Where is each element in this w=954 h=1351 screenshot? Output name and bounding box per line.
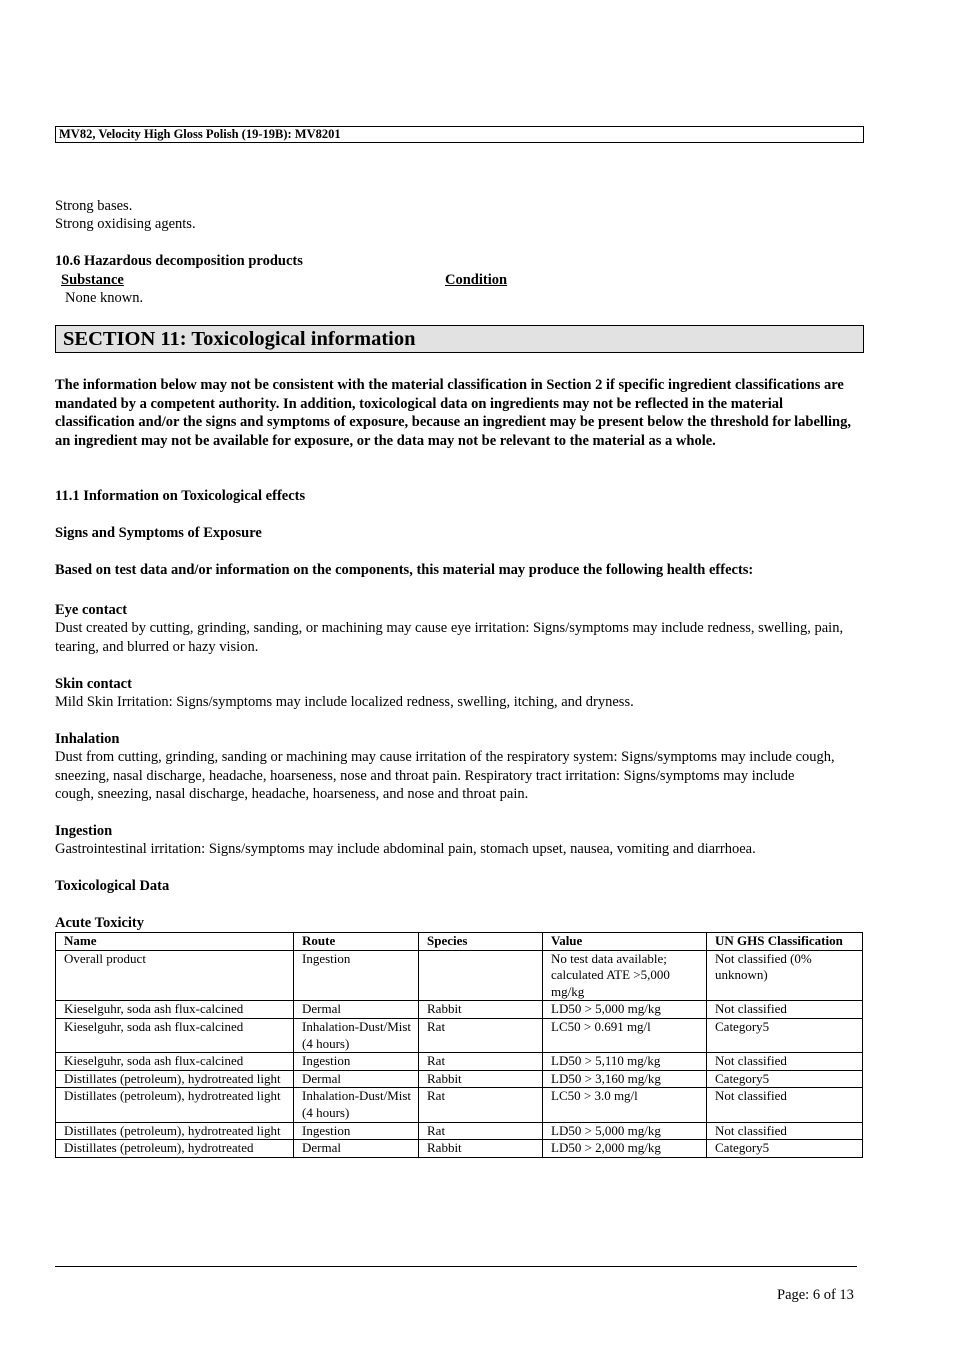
cell-name: Distillates (petroleum), hydrotreated light — [56, 1122, 294, 1140]
cell-classification: Not classified — [707, 1053, 863, 1071]
toxicology-disclaimer: The information below may not be consistent with the material classification in Section 2 if specific ingredient classifications are mandated by a competent authority. In addition, toxicological data on ingredients may not be reflected in the material classification and/or the signs and symptoms of exposure, because an ingredient may be present below the threshold for labelling, an ingredient may not be available for exposure, or the data may not be relevant to the material as a whole. — [55, 377, 851, 449]
incompatible-material-oxidisers: Strong oxidising agents. — [55, 216, 196, 232]
acute-toxicity-table — [55, 932, 863, 1158]
cell-route: Ingestion — [294, 1053, 419, 1071]
cell-name: Distillates (petroleum), hydrotreated — [56, 1140, 294, 1158]
signs-symptoms-heading: Signs and Symptoms of Exposure — [55, 525, 262, 541]
cell-species: Rat — [419, 1018, 543, 1052]
table-row — [56, 1053, 863, 1071]
cell-classification: Category5 — [707, 1070, 863, 1088]
toxicological-effects-heading: 11.1 Information on Toxicological effects — [55, 488, 306, 504]
cell-route: Inhalation-Dust/Mist (4 hours) — [294, 1018, 419, 1052]
table-row — [56, 1088, 863, 1122]
column-header-name: Name — [56, 933, 294, 951]
table-row — [56, 1018, 863, 1052]
cell-classification: Category5 — [707, 1018, 863, 1052]
skin-contact-text: Mild Skin Irritation: Signs/symptoms may include localized redness, swelling, itching, and dryness. — [55, 694, 634, 710]
table-row — [56, 1070, 863, 1088]
inhalation-heading: Inhalation — [55, 731, 120, 747]
health-effects-intro: Based on test data and/or information on the components, this material may produce the following health effects: — [55, 562, 754, 578]
cell-value: LD50 > 2,000 mg/kg — [543, 1140, 707, 1158]
cell-value: LD50 > 5,000 mg/kg — [543, 1001, 707, 1019]
decomposition-heading: 10.6 Hazardous decomposition products — [55, 253, 303, 269]
acute-toxicity-heading: Acute Toxicity — [55, 915, 145, 931]
cell-value: LD50 > 3,160 mg/kg — [543, 1070, 707, 1088]
cell-value: LD50 > 5,110 mg/kg — [543, 1053, 707, 1071]
cell-species: Rabbit — [419, 1001, 543, 1019]
cell-species: Rat — [419, 1088, 543, 1122]
cell-species: Rabbit — [419, 1070, 543, 1088]
ingestion-text: Gastrointestinal irritation: Signs/symptoms may include abdominal pain, stomach upset, nausea, vomiting and diarrhoea. — [55, 841, 756, 857]
cell-route: Ingestion — [294, 950, 419, 1001]
cell-name: Distillates (petroleum), hydrotreated light — [56, 1088, 294, 1122]
document-header: MV82, Velocity High Gloss Polish (19-19B): MV8201 — [55, 126, 864, 143]
condition-column-label: Condition — [445, 272, 508, 288]
inhalation-text: Dust from cutting, grinding, sanding or machining may cause irritation of the respiratory system: Signs/symptoms may include cough, sneezing, nasal discharge, headache, hoarseness, nose and throat pain. Respiratory tract irritation: Signs/symptoms may include cough, sneezing, nasal discharge, headache, hoarseness, and nose and throat pain. — [55, 749, 835, 802]
table-row — [56, 950, 863, 1001]
cell-classification: Not classified — [707, 1122, 863, 1140]
cell-route: Ingestion — [294, 1122, 419, 1140]
cell-route: Dermal — [294, 1140, 419, 1158]
section-11-title: SECTION 11: Toxicological information — [55, 325, 864, 353]
cell-route: Inhalation-Dust/Mist (4 hours) — [294, 1088, 419, 1122]
cell-classification: Not classified (0% unknown) — [707, 950, 863, 1001]
table-row — [56, 1001, 863, 1019]
page-number: Page: 6 of 13 — [777, 1287, 854, 1303]
cell-name: Kieselguhr, soda ash flux-calcined — [56, 1018, 294, 1052]
cell-classification: Not classified — [707, 1088, 863, 1122]
column-header-species: Species — [419, 933, 543, 951]
table-row — [56, 1122, 863, 1140]
cell-classification: Not classified — [707, 1001, 863, 1019]
skin-contact-heading: Skin contact — [55, 676, 132, 692]
cell-value: LD50 > 5,000 mg/kg — [543, 1122, 707, 1140]
cell-value: LC50 > 0.691 mg/l — [543, 1018, 707, 1052]
toxicological-data-heading: Toxicological Data — [55, 878, 170, 894]
cell-name: Overall product — [56, 950, 294, 1001]
eye-contact-text: Dust created by cutting, grinding, sanding, or machining may cause eye irritation: Signs/symptoms may include redness, swelling, pain, tearing, and blurred or hazy vision. — [55, 620, 844, 655]
cell-value: LC50 > 3.0 mg/l — [543, 1088, 707, 1122]
eye-contact-heading: Eye contact — [55, 602, 128, 618]
cell-species — [419, 950, 543, 1001]
footer-divider — [55, 1266, 857, 1267]
cell-classification: Category5 — [707, 1140, 863, 1158]
incompatible-material-bases: Strong bases. — [55, 198, 133, 214]
cell-species: Rabbit — [419, 1140, 543, 1158]
cell-species: Rat — [419, 1053, 543, 1071]
table-header-row — [56, 933, 863, 951]
decomposition-value: None known. — [65, 290, 144, 306]
cell-route: Dermal — [294, 1001, 419, 1019]
column-header-route: Route — [294, 933, 419, 951]
substance-column-label: Substance — [61, 272, 124, 288]
cell-name: Distillates (petroleum), hydrotreated light — [56, 1070, 294, 1088]
cell-name: Kieselguhr, soda ash flux-calcined — [56, 1001, 294, 1019]
column-header-classification: UN GHS Classification — [707, 933, 863, 951]
table-row — [56, 1140, 863, 1158]
cell-name: Kieselguhr, soda ash flux-calcined — [56, 1053, 294, 1071]
column-header-value: Value — [543, 933, 707, 951]
ingestion-heading: Ingestion — [55, 823, 113, 839]
cell-route: Dermal — [294, 1070, 419, 1088]
cell-value: No test data available; calculated ATE >5,000 mg/kg — [543, 950, 707, 1001]
cell-species: Rat — [419, 1122, 543, 1140]
